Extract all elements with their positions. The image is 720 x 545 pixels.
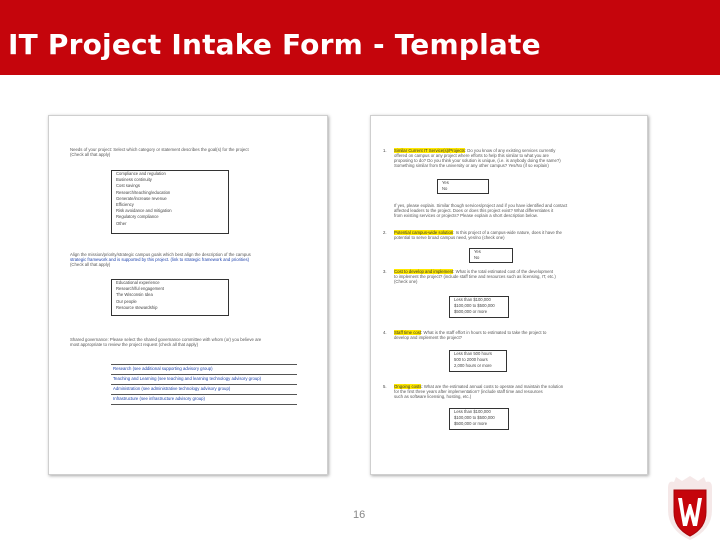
q4-option-yes[interactable]: Yes [442,180,449,185]
q4-options-box [437,179,489,194]
q5-prompt-text: : Is this project of a campus-wide nature, does it have the [453,230,562,235]
university-crest-logo [660,474,720,540]
q2-option[interactable]: Research/ful engagement [116,286,164,292]
q6-number: 3. [383,269,387,274]
q3-option[interactable]: Teaching and Learning (see teaching and learning technology advisory group) [113,376,262,381]
q4-prompt-text: : Do you know of any existing services currently [464,148,556,153]
q5-prompt-line-2: potential to serve broad campus need, yes/no (check one) [394,235,505,240]
q4-followup-line-3: from existing services or projects? Please explain a short description below. [394,213,538,218]
q2-option[interactable]: Our people [116,298,137,304]
q1-option[interactable]: Cost savings [116,183,140,189]
q8-options-box [449,408,509,430]
q7-highlight: Staff time cost [394,330,422,335]
q2-prompt-line-3: (Check all that apply) [70,262,111,267]
q5-options-box [469,248,513,263]
q3-option[interactable]: Research (see additional supporting advisory group) [113,366,213,371]
form-page-right [370,115,648,475]
q5-option-yes[interactable]: Yes [474,249,481,254]
q3-prompt-line-2: most appropriate to review the project request (check all that apply) [70,342,199,347]
q4-prompt-line-3: proposing to do? Do you think your solution is unique, (i.e. is anybody doing the same?) [394,158,561,163]
q6-options-box [449,296,509,318]
form-page-left [48,115,328,475]
q7-option[interactable]: 500 to 2000 hours [454,357,488,363]
q8-prompt-line-3: such as software licensing, hosting, etc.) [394,394,472,399]
q5-option-no[interactable]: No [474,255,480,260]
q7-option[interactable]: Less than 500 hours [454,351,492,356]
q8-highlight: Ongoing costs [394,384,422,389]
q7-prompt-text: : What is the staff effort in hours to estimated to take the project to [421,330,547,335]
q2-prompt-line-1: Align the mission/priority/strategic campus goals which best align the description of the campus [70,252,251,257]
q3-row-divider [111,384,297,385]
q1-option[interactable]: Other [116,220,127,226]
q1-option[interactable]: Research/teaching/education [116,189,171,195]
q3-row-divider [111,364,297,365]
q6-option[interactable]: $500,000 or more [454,309,488,315]
q4-prompt-line-4: Something similar from the university or any other campus? Yes/No (if so explain) [394,163,549,168]
q6-highlight: Cost to develop and implement [394,269,454,274]
q7-option[interactable]: 2,000 hours or more [454,363,492,369]
q7-number: 4. [383,330,387,335]
q4-prompt-line-2: offered on campus or any project where efforts to help this similar to what you are [394,153,549,158]
q2-prompt-line-2[interactable]: strategic framework and is supported by this project. (link to strategic framework and priorities) [70,257,250,262]
q3-option[interactable]: Administration (see administrative technology advisory group) [113,386,231,391]
q6-option[interactable]: $100,000 to $500,000 [454,303,495,309]
q4-highlight: Similar Current IT Service(s)/Projects [394,148,465,153]
q1-option[interactable]: Generate/increase revenue [116,195,167,201]
q6-prompt-text: : What is the total estimated cost of the development [453,269,554,274]
q1-options-box [111,170,229,234]
q1-option[interactable]: Compliance and regulation [116,171,166,176]
q2-option[interactable]: Educational experience [116,280,160,285]
q2-options-box [111,279,229,316]
q6-prompt-line-2: to implement the project? (include staff time and resources such as licensing, IT, etc.) [394,274,556,279]
q1-option[interactable]: Regulatory compliance [116,214,159,220]
q1-option[interactable]: Business continuity [116,177,152,183]
q7-prompt-line-2: develop and implement the project? [394,335,463,340]
q6-option[interactable]: Less than $100,000 [454,297,491,302]
q7-options-box [449,350,507,372]
q2-option[interactable]: Resource stewardship [116,304,158,310]
slide-title: IT Project Intake Form - Template [8,28,541,61]
q8-prompt-line-2: for the first three years after implementation? (include staff time and resources [394,389,543,394]
q3-row-divider [111,394,297,395]
q8-prompt-text: : What are the estimated annual costs to operate and maintain the solution [421,384,564,389]
q3-row-divider [111,374,297,375]
q8-option[interactable]: $100,000 to $500,000 [454,415,495,421]
q4-followup-line-2: affected leaders to the project. Does or does this project exist? What differentiates it [394,208,554,213]
q3-row-divider [111,404,297,405]
q1-prompt-line-2: (Check all that apply) [70,152,111,157]
q3-option[interactable]: Infrastructure (see infrastructure advisory group) [113,396,205,401]
q1-option[interactable]: Efficiency [116,202,134,208]
q6-prompt-line-3: (Check one) [394,279,418,284]
q8-option[interactable]: $500,000 or more [454,421,488,427]
q5-highlight: Potential campus-wide solution [394,230,454,235]
q4-option-no[interactable]: No [442,186,448,191]
q1-option[interactable]: Risk avoidance and mitigation [116,208,172,214]
q5-number: 2. [383,230,387,235]
page-number: 16 [353,509,366,521]
q8-number: 5. [383,384,387,389]
q4-followup-line-1: If yes, please explain. Similar though services/project and if you have identified and contact [394,203,568,208]
q4-number: 1. [383,148,387,153]
q3-prompt-line-1: Shared governance: Please select the shared governance committee with whom (or) you believe are [70,337,262,342]
q1-prompt-line-1: Needs of your project: Select which category or statement describes the goal(s) for the project [70,147,249,152]
q2-option[interactable]: The Wisconsin Idea [116,292,153,298]
q8-option[interactable]: Less than $100,000 [454,409,491,414]
